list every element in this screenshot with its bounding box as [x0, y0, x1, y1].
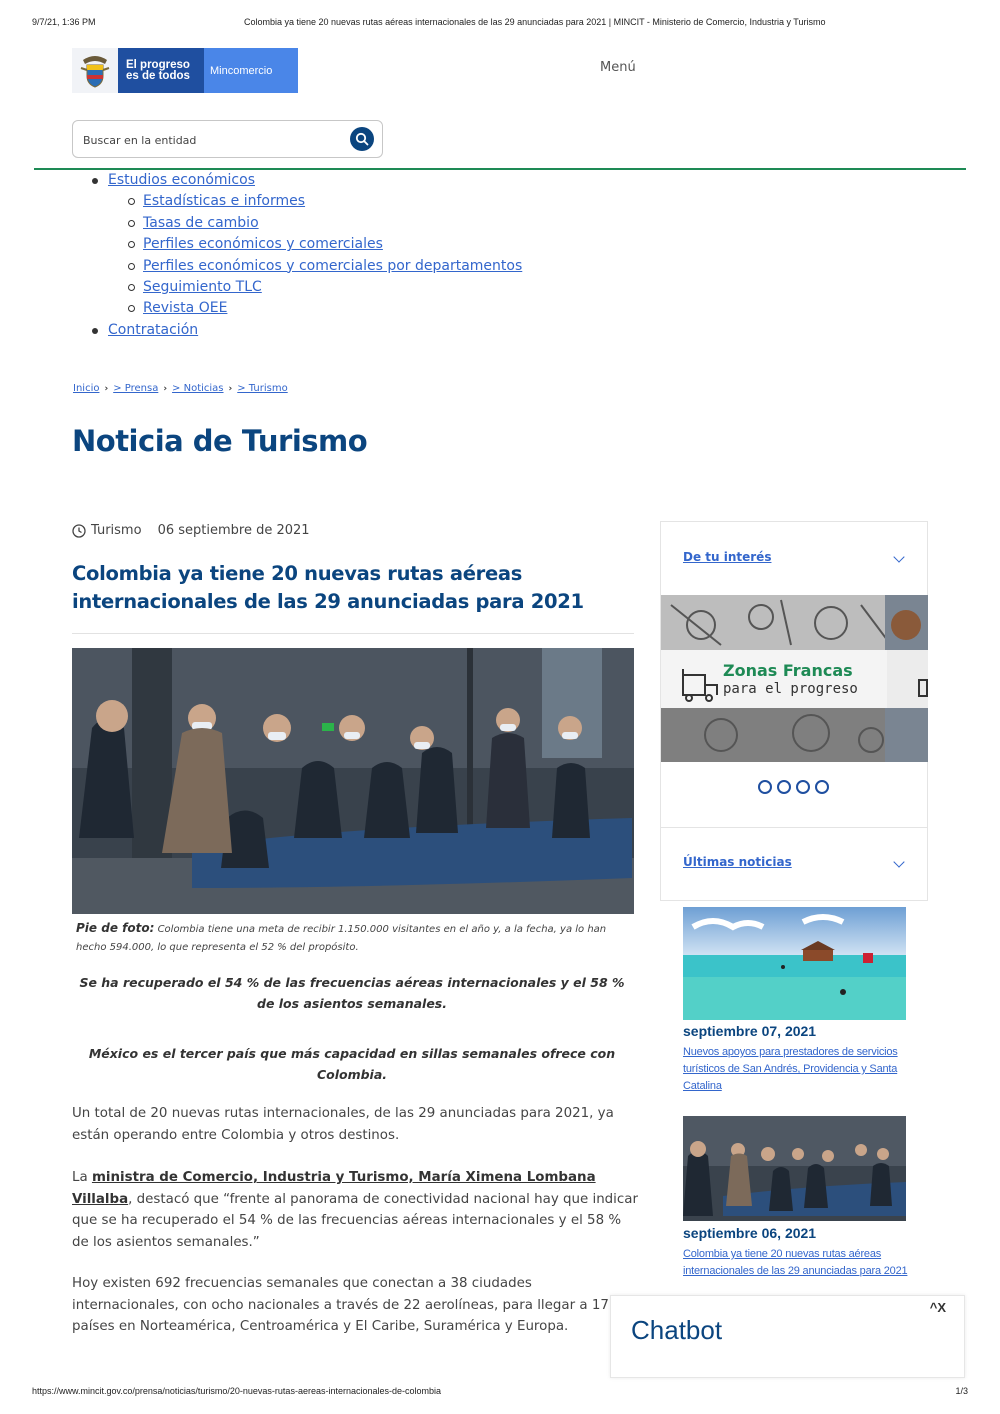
- logo-slogan: [118, 48, 204, 93]
- photo-caption: [72, 919, 632, 957]
- carousel-dot-1[interactable]: [758, 780, 772, 794]
- chatbot-title: Chatbot: [631, 1315, 723, 1345]
- search-input[interactable]: [83, 131, 333, 149]
- article-paragraph-3: Hoy existen 692 frecuencias semanales que conectan a 38 ciudades internacionales, con ocho nacionales a través de 22 aerolíneas, para llegar a 17 países en Norteamérica, Centroamérica y El Caribe, Suramérica y Europa.: [72, 1276, 609, 1334]
- print-page-number: 1/3: [955, 1386, 968, 1396]
- news-date: septiembre 07, 2021: [683, 1023, 817, 1039]
- logo-entity: Mincomercio: [204, 48, 298, 93]
- caption-label: Pie de foto:: [76, 921, 155, 935]
- banner-subtitle: para el progreso: [723, 681, 858, 697]
- paragraph-2-end: , destacó que “frente al panorama de conectividad nacional hay que indicar que se ha recuperado el 54 % de las frecuencias aéreas internacionales y el 58 % de los asientos semanales.”: [72, 1191, 638, 1250]
- nav-perfiles[interactable]: Perfiles económicos y comerciales: [143, 236, 383, 253]
- clock-icon: [72, 524, 86, 538]
- print-datetime: 9/7/21, 1:36 PM: [32, 17, 96, 27]
- paragraph-2-start: La: [72, 1170, 92, 1185]
- nav-seguimiento-tlc[interactable]: Seguimiento TLC: [143, 279, 262, 296]
- zonas-francas-banner[interactable]: [661, 595, 928, 762]
- sidebar-divider: [661, 827, 928, 828]
- chatbot-widget[interactable]: [610, 1295, 965, 1378]
- breadcrumb-prensa[interactable]: > Prensa: [113, 383, 159, 394]
- nav-estudios-economicos[interactable]: Estudios económicos: [108, 172, 255, 188]
- nav-tasas-cambio[interactable]: Tasas de cambio: [143, 214, 259, 231]
- article-photo: [72, 648, 634, 914]
- logo-line-2: es de todos: [126, 70, 190, 82]
- news-link[interactable]: Nuevos apoyos para prestadores de servicios turísticos de San Andrés, Providencia y Santa Catalina: [683, 1046, 898, 1092]
- page-title: Noticia de Turismo: [72, 424, 368, 458]
- coat-of-arms-icon: [72, 48, 118, 93]
- minister-link[interactable]: ministra de Comercio, Industria y Turismo, María Ximena Lombana Villalba: [72, 1170, 596, 1207]
- menu-button[interactable]: Menú: [600, 60, 636, 75]
- chevron-down-icon[interactable]: [893, 551, 904, 562]
- breadcrumb-separator: ›: [104, 383, 109, 394]
- site-nav: [72, 170, 522, 341]
- banner-title: Zonas Francas: [723, 661, 853, 680]
- carousel-dots: [758, 780, 829, 794]
- chevron-down-icon[interactable]: [893, 856, 904, 867]
- news-thumbnail[interactable]: [683, 907, 906, 1020]
- article-date: 06 septiembre de 2021: [157, 523, 310, 538]
- breadcrumb-separator: ›: [163, 383, 168, 394]
- breadcrumb-separator: ›: [228, 383, 233, 394]
- breadcrumb: [73, 383, 288, 394]
- news-date: septiembre 06, 2021: [683, 1225, 817, 1241]
- article-category: Turismo: [91, 523, 142, 538]
- chatbot-controls[interactable]: ^X: [929, 1300, 946, 1315]
- article-meta: [72, 523, 310, 538]
- article-paragraph-2: [72, 1167, 638, 1253]
- breadcrumb-noticias[interactable]: > Noticias: [172, 383, 224, 394]
- news-thumbnail[interactable]: [683, 1116, 906, 1221]
- logo-line-1: El progreso: [126, 59, 190, 71]
- nav-contratacion[interactable]: Contratación: [108, 321, 199, 338]
- headline-divider: [72, 633, 634, 634]
- caption-text: Colombia tiene una meta de recibir 1.150.000 visitantes en el año y, a la fecha, ya lo han hecho 594.000, lo que representa el 52 % del propósito.: [76, 924, 607, 953]
- interest-toggle[interactable]: De tu interés: [683, 550, 772, 564]
- nav-estadisticas[interactable]: Estadísticas e informes: [143, 193, 306, 210]
- sidebar-interest: [660, 521, 928, 901]
- carousel-dot-2[interactable]: [777, 780, 791, 794]
- article-paragraph-1: Un total de 20 nuevas rutas internacionales, de las 29 anunciadas para 2021, ya están operando entre Colombia y otros destinos.: [72, 1106, 614, 1143]
- search-icon: [355, 132, 369, 146]
- news-link[interactable]: Colombia ya tiene 20 nuevas rutas aéreas internacionales de las 29 anunciadas para 2021: [683, 1248, 908, 1277]
- nav-perfiles-departamentos[interactable]: Perfiles económicos y comerciales por departamentos: [143, 257, 523, 274]
- search-box: [72, 120, 383, 158]
- article-lead-1: Se ha recuperado el 54 % de las frecuencias aéreas internacionales y el 58 % de los asientos semanales.: [79, 975, 625, 1011]
- latest-news-toggle[interactable]: Últimas noticias: [683, 855, 792, 869]
- carousel-dot-3[interactable]: [796, 780, 810, 794]
- print-url: https://www.mincit.gov.co/prensa/noticias/turismo/20-nuevas-rutas-aereas-internacionales-de-colombia: [32, 1386, 442, 1396]
- breadcrumb-inicio[interactable]: Inicio: [73, 383, 100, 394]
- site-logo[interactable]: [72, 48, 298, 93]
- print-doc-title: Colombia ya tiene 20 nuevas rutas aéreas internacionales de las 29 anunciadas para 2021 | MINCIT - Ministerio de Comercio, Industria y Turismo: [244, 17, 826, 27]
- nav-revista-oee[interactable]: Revista OEE: [143, 300, 228, 317]
- article-lead-2: México es el tercer país que más capacidad en sillas semanales ofrece con Colombia.: [88, 1046, 616, 1082]
- carousel-dot-4[interactable]: [815, 780, 829, 794]
- search-button[interactable]: [350, 127, 374, 151]
- article-headline: Colombia ya tiene 20 nuevas rutas aéreas internacionales de las 29 anunciadas para 2021: [72, 562, 584, 613]
- breadcrumb-turismo[interactable]: > Turismo: [237, 383, 288, 394]
